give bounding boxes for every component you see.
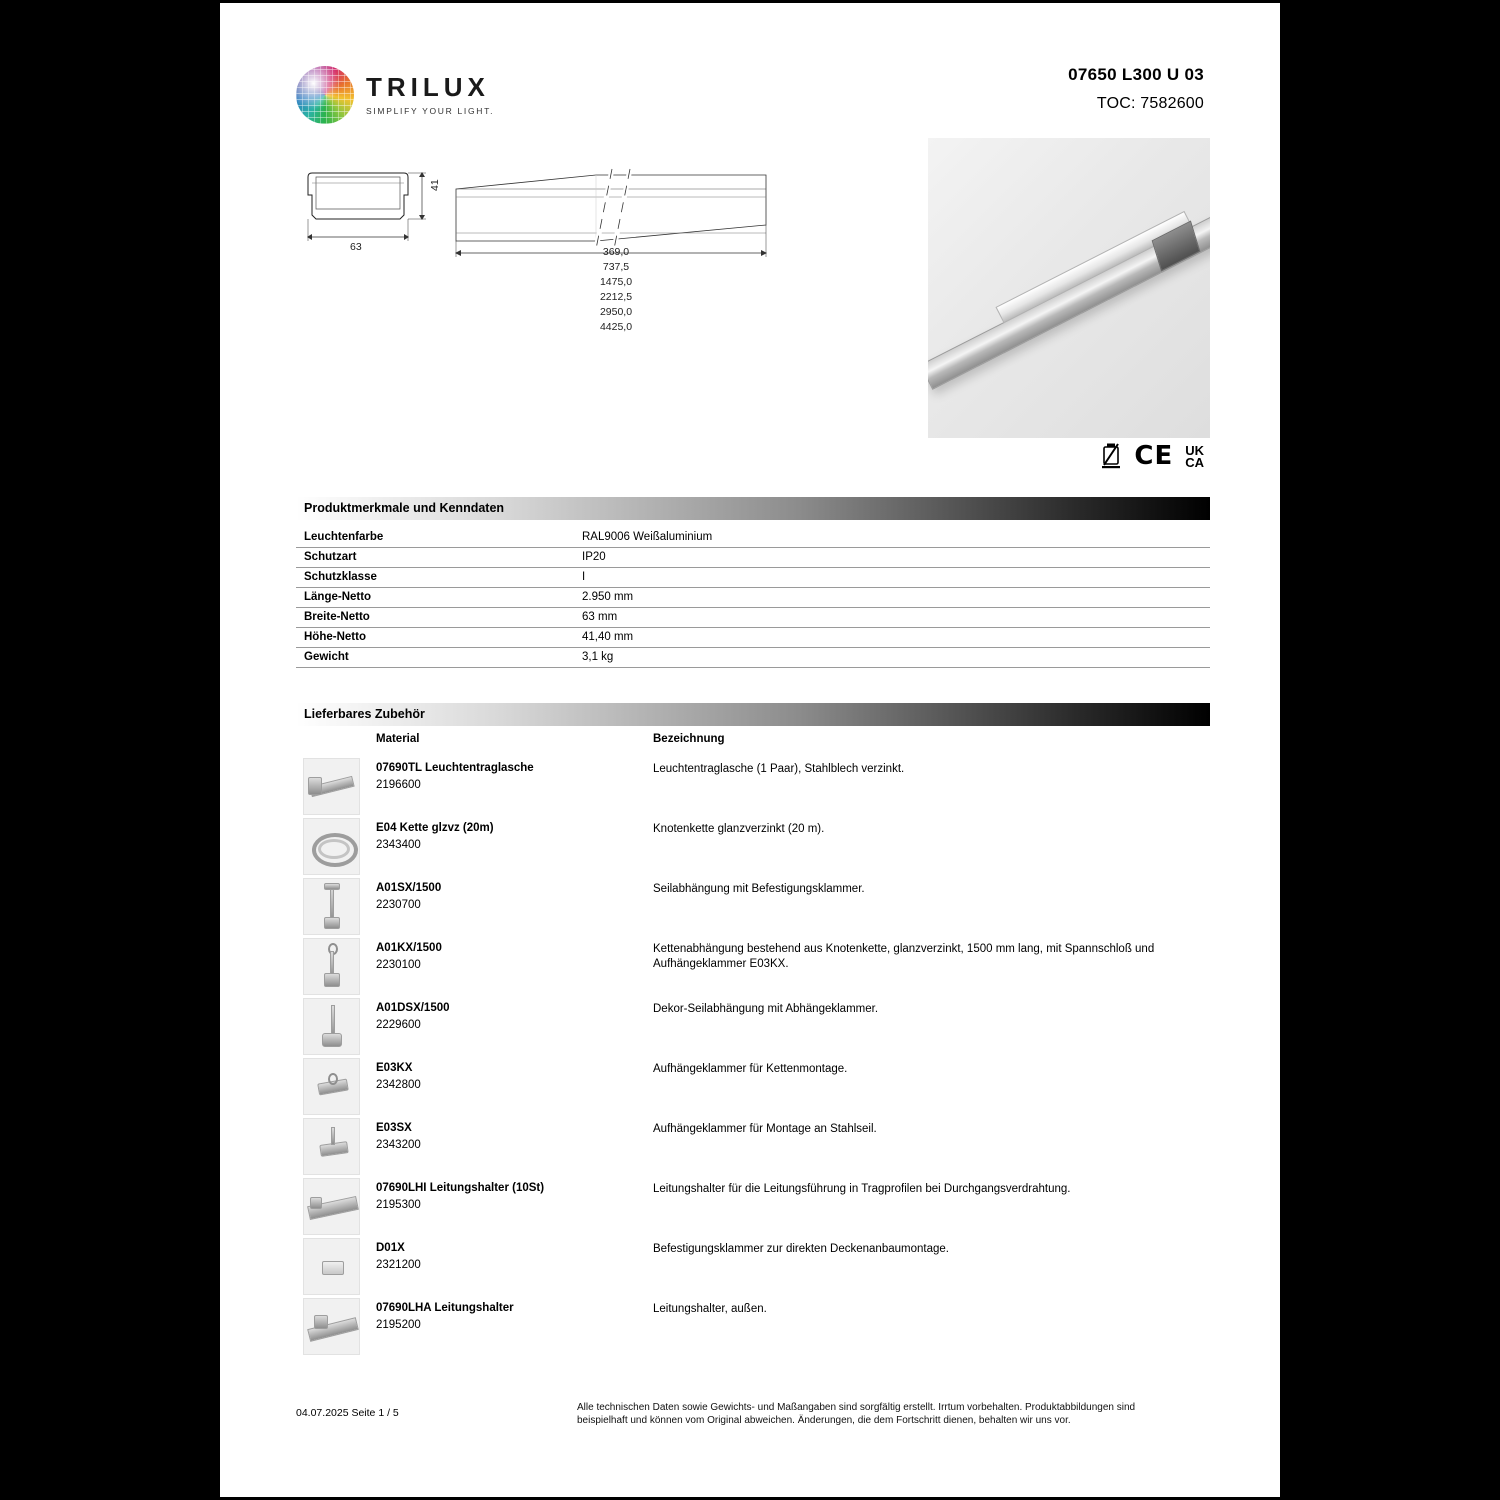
technical-drawing [296, 153, 836, 343]
spec-value: RAL9006 Weißaluminium [574, 527, 1210, 547]
weee-icon [1100, 441, 1122, 469]
document-header [1068, 65, 1204, 113]
list-item[interactable] [296, 1238, 1210, 1298]
product-photo [928, 138, 1210, 438]
accessory-number: 2321200 [376, 1259, 421, 1271]
brand-logo-text [366, 74, 494, 116]
accessory-name: E03SX [376, 1122, 412, 1134]
accessory-name: 07690LHA Leitungshalter [376, 1302, 514, 1314]
accessory-number: 2343400 [376, 839, 421, 851]
spec-value: I [574, 567, 1210, 587]
accessory-material [376, 1242, 636, 1271]
accessory-description: Aufhängeklammer für Montage an Stahlseil. [653, 1123, 877, 1135]
accessory-number: 2343200 [376, 1139, 421, 1151]
accessory-number: 2195200 [376, 1319, 421, 1331]
spec-key: Höhe-Netto [296, 627, 574, 647]
accessory-name: 07690TL Leuchtentraglasche [376, 762, 534, 774]
section-title-accessories: Lieferbares Zubehör [304, 707, 425, 721]
spec-value: 2.950 mm [574, 587, 1210, 607]
accessory-material [376, 1302, 636, 1331]
accessory-material [376, 1002, 636, 1031]
accessory-description: Seilabhängung mit Befestigungsklammer. [653, 883, 865, 895]
spec-value: 41,40 mm [574, 627, 1210, 647]
list-item[interactable] [296, 1058, 1210, 1118]
list-item[interactable] [296, 1298, 1210, 1358]
accessory-material [376, 942, 636, 971]
cable-holder-external-thumbnail-icon [303, 1298, 360, 1355]
accessory-description: Kettenabhängung bestehend aus Knotenkette, glanzverzinkt, 1500 mm lang, mit Spannschloß und Aufhängeklammer E03KX. [653, 943, 1155, 970]
ukca-line2: CA [1185, 455, 1204, 470]
accessory-description: Leuchtentraglasche (1 Paar), Stahlblech verzinkt. [653, 763, 905, 775]
length-value: 2950,0 [599, 306, 633, 318]
accessory-number: 2196600 [376, 779, 421, 791]
table-row [296, 627, 1210, 647]
drawing-height-label: 41 [429, 179, 441, 191]
drawing-width-label: 63 [350, 241, 362, 253]
wire-suspension-thumbnail-icon [303, 878, 360, 935]
accessory-name: A01KX/1500 [376, 942, 442, 954]
spec-value: 63 mm [574, 607, 1210, 627]
spec-key: Schutzart [296, 547, 574, 567]
ukca-mark [1185, 445, 1204, 469]
section-title-features: Produktmerkmale und Kenndaten [304, 501, 505, 515]
table-row [296, 607, 1210, 627]
chain-coil-thumbnail-icon [303, 818, 360, 875]
column-header-material: Material [376, 733, 420, 745]
accessory-name: 07690LHI Leitungshalter (10St) [376, 1182, 545, 1194]
certification-marks [1100, 441, 1204, 469]
spec-key: Gewicht [296, 647, 574, 667]
toc-number: TOC: 7582600 [1096, 95, 1204, 112]
section-header-features [296, 497, 1210, 520]
length-value: 737,5 [602, 261, 630, 273]
list-item[interactable] [296, 818, 1210, 878]
accessory-number: 2195300 [376, 1199, 421, 1211]
chain-clamp-thumbnail-icon [303, 1058, 360, 1115]
accessory-name: A01DSX/1500 [376, 1002, 450, 1014]
list-item[interactable] [296, 758, 1210, 818]
accessory-material [376, 1122, 636, 1151]
table-row [296, 567, 1210, 587]
product-code: 07650 L300 U 03 [1068, 65, 1204, 84]
trilux-sphere-icon [296, 66, 354, 124]
spec-key: Länge-Netto [296, 587, 574, 607]
accessory-material [376, 1182, 636, 1211]
accessory-description: Aufhängeklammer für Kettenmontage. [653, 1063, 848, 1075]
length-value: 369,0 [602, 246, 630, 258]
section-header-accessories [296, 703, 1210, 726]
accessory-name: A01SX/1500 [376, 882, 442, 894]
document-page [217, 0, 1283, 1500]
ceiling-clamp-thumbnail-icon [303, 1238, 360, 1295]
drawing-length-values [551, 245, 681, 335]
list-item[interactable] [296, 938, 1210, 998]
spec-key: Leuchtenfarbe [296, 527, 574, 547]
spec-key: Schutzklasse [296, 567, 574, 587]
accessory-description: Leitungshalter für die Leitungsführung in Tragprofilen bei Durchgangsverdrahtung. [653, 1183, 1071, 1195]
ukca-line1: UK [1185, 443, 1204, 458]
spec-key: Breite-Netto [296, 607, 574, 627]
accessory-number: 2230100 [376, 959, 421, 971]
table-row [296, 527, 1210, 547]
ce-mark: CE [1134, 441, 1174, 471]
length-value: 1475,0 [599, 276, 633, 288]
list-item[interactable] [296, 998, 1210, 1058]
accessory-description: Leitungshalter, außen. [653, 1303, 767, 1315]
brand-tagline: SIMPLIFY YOUR LIGHT. [366, 106, 495, 116]
accessory-name: E03KX [376, 1062, 413, 1074]
accessory-description: Befestigungsklammer zur direkten Deckenanbaumontage. [653, 1243, 949, 1255]
length-value: 4425,0 [599, 321, 633, 333]
page-content [220, 3, 1280, 1497]
accessory-description: Dekor-Seilabhängung mit Abhängeklammer. [653, 1003, 879, 1015]
length-value: 2212,5 [599, 291, 633, 303]
chain-suspension-thumbnail-icon [303, 938, 360, 995]
accessory-number: 2342800 [376, 1079, 421, 1091]
accessories-list [296, 758, 1210, 1358]
accessory-name: E04 Kette glzvz (20m) [376, 822, 494, 834]
list-item[interactable] [296, 1118, 1210, 1178]
decor-wire-suspension-thumbnail-icon [303, 998, 360, 1055]
footer-disclaimer: Alle technischen Daten sowie Gewichts- und Maßangaben sind sorgfältig erstellt. Irrtum vorbehalten. Produktabbildungen sind beispielhaft und können vom Original abweichen. Änderungen, die dem Fortschritt dienen, behalten wir uns vor. [577, 1402, 1136, 1426]
list-item[interactable] [296, 878, 1210, 938]
accessory-number: 2230700 [376, 899, 421, 911]
spec-value: IP20 [574, 547, 1210, 567]
table-row [296, 547, 1210, 567]
brand-logo [296, 66, 586, 126]
footer-date-page: 04.07.2025 Seite 1 / 5 [296, 1407, 399, 1419]
brand-name: TRILUX [366, 72, 490, 102]
cable-holder-internal-thumbnail-icon [303, 1178, 360, 1235]
table-row [296, 587, 1210, 607]
accessory-description: Knotenkette glanzverzinkt (20 m). [653, 823, 825, 835]
accessory-material [376, 762, 636, 791]
accessory-number: 2229600 [376, 1019, 421, 1031]
wire-clamp-thumbnail-icon [303, 1118, 360, 1175]
accessory-material [376, 1062, 636, 1091]
accessory-material [376, 822, 636, 851]
table-row [296, 647, 1210, 667]
column-header-description: Bezeichnung [653, 733, 725, 745]
specification-table [296, 527, 1210, 668]
accessory-name: D01X [376, 1242, 405, 1254]
accessory-material [376, 882, 636, 911]
spec-value: 3,1 kg [574, 647, 1210, 667]
list-item[interactable] [296, 1178, 1210, 1238]
bracket-thumbnail-icon [303, 758, 360, 815]
